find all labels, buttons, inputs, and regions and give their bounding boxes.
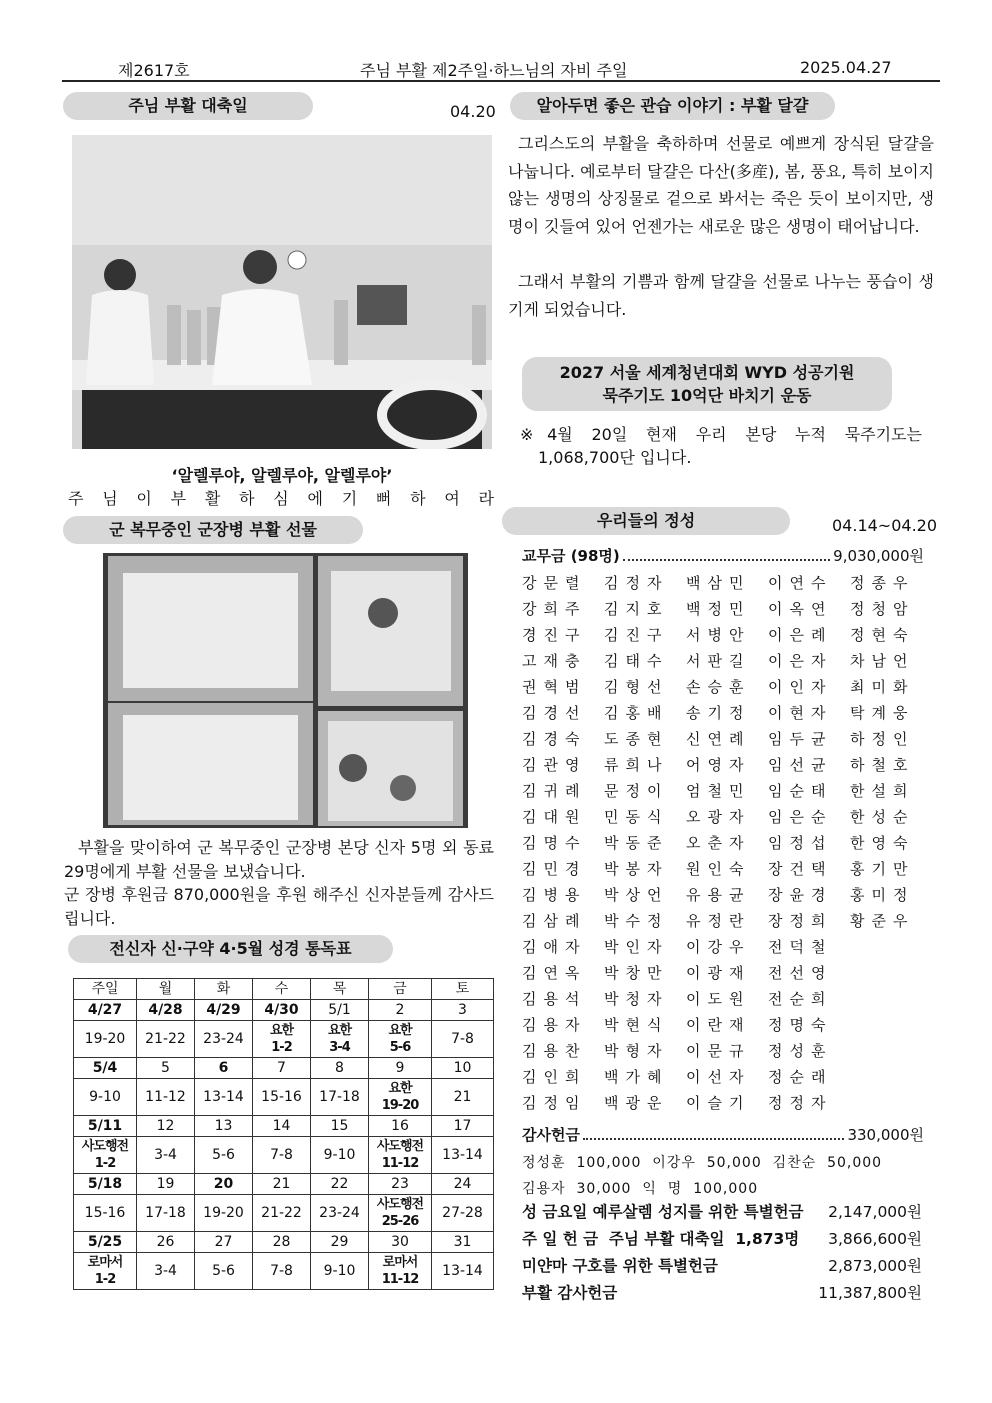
donor-name: 민동식 [604, 808, 669, 826]
donor-name: 권혁범 [522, 678, 587, 696]
custom-paragraph-2: 그래서 부활의 기쁨과 함께 달걀을 선물로 나누는 풍습이 생기게 되었습니다. [508, 272, 934, 319]
donor-name: 김정임 [522, 1094, 587, 1112]
donor-name: 유정란 [686, 912, 751, 930]
donor-name: 김삼례 [522, 912, 587, 930]
date-cell: 4/28 [137, 1000, 195, 1021]
reading-cell: 21-22 [253, 1195, 311, 1232]
donor-row [522, 1012, 932, 1038]
donor-name: 송기정 [686, 704, 751, 722]
donor-name: 박봉자 [604, 860, 669, 878]
date-cell: 19 [137, 1174, 195, 1195]
donor-name: 문정이 [604, 782, 669, 800]
reading-cell: 사도행전 11-12 [369, 1137, 432, 1174]
donor-name: 김인희 [522, 1068, 587, 1086]
reading-cell: 사도행전 1-2 [74, 1137, 137, 1174]
easter-caption-2: 주 님 이 부 활 하 심 에 기 뻐 하 여 라 [68, 489, 496, 508]
date-cell: 20 [195, 1174, 253, 1195]
gyomu-label: 교무금 (98명) [522, 547, 620, 565]
date-cell: 4/29 [195, 1000, 253, 1021]
reading-cell: 11-12 [137, 1079, 195, 1116]
donor-name: 오광자 [686, 808, 751, 826]
donor-name: 정성훈 [768, 1042, 833, 1060]
date-cell: 5/18 [74, 1174, 137, 1195]
date-cell: 13 [195, 1116, 253, 1137]
donor-name: 전순희 [768, 990, 833, 1008]
date-cell: 31 [432, 1232, 494, 1253]
date-cell: 5/25 [74, 1232, 137, 1253]
donor-name: 김대원 [522, 808, 587, 826]
donor-name: 김홍배 [604, 704, 669, 722]
total-label: 주 일 헌 금 주님 부활 대축일 1,873명 [522, 1230, 800, 1248]
donor-name: 고재충 [522, 652, 587, 670]
soldier-paragraph-2: 군 장병 후원금 870,000원을 후원 해주신 신자분들께 감사드립니다. [64, 885, 494, 928]
reading-cell: 21-22 [137, 1021, 195, 1058]
donor-name: 도종현 [604, 730, 669, 748]
donor-name: 정명숙 [768, 1016, 833, 1034]
donor-name: 김관영 [522, 756, 587, 774]
wyd-heading [522, 357, 892, 411]
donor-name: 이인자 [768, 678, 833, 696]
donor-name: 오춘자 [686, 834, 751, 852]
donor-row [522, 752, 932, 778]
date-cell: 27 [195, 1232, 253, 1253]
total-label: 성 금요일 예루살렘 성지를 위한 특별헌금 [522, 1203, 804, 1221]
donor-name: 하정인 [850, 730, 915, 748]
donor-name: 백삼민 [686, 574, 751, 592]
offering-total-row [522, 1226, 922, 1253]
donor-row [522, 570, 932, 596]
total-label: 부활 감사헌금 [522, 1284, 618, 1302]
donor-row [522, 804, 932, 830]
donor-name: 손승훈 [686, 678, 751, 696]
day-header: 목 [311, 979, 369, 1000]
donor-name: 유용균 [686, 886, 751, 904]
reading-cell: 17-18 [137, 1195, 195, 1232]
offering-total-row [522, 1199, 922, 1226]
donor-name: 장윤경 [768, 886, 833, 904]
donor-name: 홍기만 [850, 860, 915, 878]
donor-name: 이광재 [686, 964, 751, 982]
donor-name: 박청자 [604, 990, 669, 1008]
date-cell: 29 [311, 1232, 369, 1253]
soldier-paragraph-1: 부활을 맞이하여 군 복무중인 군장병 본당 신자 5명 외 동료 29명에게 부활 선물을 보냈습니다. [64, 838, 494, 881]
date-cell: 12 [137, 1116, 195, 1137]
thanks-amount: 330,000원 [847, 1126, 924, 1144]
easter-mass-photo [72, 135, 492, 449]
gyomu-line [522, 545, 924, 566]
date-cell: 4/27 [74, 1000, 137, 1021]
offering-totals [522, 1199, 922, 1307]
donor-name: 이연수 [768, 574, 833, 592]
reading-cell: 9-10 [74, 1079, 137, 1116]
donor-name: 한설희 [850, 782, 915, 800]
donor-row [522, 934, 932, 960]
reading-cell: 13-14 [195, 1079, 253, 1116]
donor-name: 홍미정 [850, 886, 915, 904]
bible-date-row [74, 1058, 494, 1079]
reading-cell: 3-4 [137, 1253, 195, 1290]
reading-cell: 7-8 [432, 1021, 494, 1058]
donor-name: 박창만 [604, 964, 669, 982]
donor-name: 서병안 [686, 626, 751, 644]
donor-name: 김병용 [522, 886, 587, 904]
bible-header-row [74, 979, 494, 1000]
reading-cell: 요한 5-6 [369, 1021, 432, 1058]
dot-leader [623, 559, 830, 561]
offering-heading: 우리들의 정성 [502, 507, 790, 535]
donor-name: 류희나 [604, 756, 669, 774]
reading-cell: 9-10 [311, 1137, 369, 1174]
donor-name: 김용찬 [522, 1042, 587, 1060]
donor-name: 이은례 [768, 626, 833, 644]
reading-cell: 로마서 1-2 [74, 1253, 137, 1290]
reading-cell: 23-24 [311, 1195, 369, 1232]
donor-row [522, 674, 932, 700]
easter-heading: 주님 부활 대축일 [63, 92, 313, 120]
offering-period: 04.14~04.20 [832, 516, 938, 535]
custom-paragraph-1: 그리스도의 부활을 축하하며 선물로 예쁘게 장식된 달걀을 나눕니다. 예로부터 달걀은 다산(多産), 봄, 풍요, 특히 보이지 않는 생명의 상징물로 겉으로 봐서는 죽은 듯이 보이지만, 생명이 깃들여 있어 언젠가는 새로운 많은 생명이 태어납니다. [508, 134, 934, 236]
donor-name-grid [522, 570, 932, 1116]
reading-cell: 사도행전 25-26 [369, 1195, 432, 1232]
donor-name: 김애자 [522, 938, 587, 956]
reading-cell: 9-10 [311, 1253, 369, 1290]
date-cell: 4/30 [253, 1000, 311, 1021]
date-cell: 10 [432, 1058, 494, 1079]
easter-date: 04.20 [450, 102, 496, 121]
reading-cell: 17-18 [311, 1079, 369, 1116]
total-label: 미얀마 구호를 위한 특별헌금 [522, 1257, 718, 1275]
date-cell: 5/11 [74, 1116, 137, 1137]
reading-cell: 요한 3-4 [311, 1021, 369, 1058]
reading-cell: 13-14 [432, 1253, 494, 1290]
reading-cell: 15-16 [74, 1195, 137, 1232]
bible-date-row [74, 1232, 494, 1253]
donor-row [522, 596, 932, 622]
donor-name: 차남언 [850, 652, 915, 670]
donor-name: 김지호 [604, 600, 669, 618]
date-cell: 24 [432, 1174, 494, 1195]
donor-name: 경진구 [522, 626, 587, 644]
day-header: 화 [195, 979, 253, 1000]
reading-cell: 13-14 [432, 1137, 494, 1174]
header-rule [62, 80, 940, 82]
donor-name: 이문규 [686, 1042, 751, 1060]
date-cell: 26 [137, 1232, 195, 1253]
donor-row [522, 700, 932, 726]
day-header: 수 [253, 979, 311, 1000]
donor-name: 최미화 [850, 678, 915, 696]
donor-name [850, 934, 932, 960]
date-cell: 5/4 [74, 1058, 137, 1079]
donor-name: 박상언 [604, 886, 669, 904]
donor-name: 임순태 [768, 782, 833, 800]
donor-name: 이옥연 [768, 600, 833, 618]
donor-name [850, 1038, 932, 1064]
thanks-donors-2: 김용자 30,000 익 명 100,000 [522, 1181, 759, 1197]
date-cell: 3 [432, 1000, 494, 1021]
donor-name: 강문렬 [522, 574, 587, 592]
donor-name: 임선균 [768, 756, 833, 774]
date-cell: 16 [369, 1116, 432, 1137]
date-cell: 2 [369, 1000, 432, 1021]
reading-cell: 3-4 [137, 1137, 195, 1174]
donor-name: 정현숙 [850, 626, 915, 644]
donor-name: 장건택 [768, 860, 833, 878]
date-cell: 7 [253, 1058, 311, 1079]
total-amount: 2,147,000원 [828, 1203, 922, 1221]
donor-row [522, 1064, 932, 1090]
date-cell: 28 [253, 1232, 311, 1253]
bible-date-row [74, 1000, 494, 1021]
donor-name: 이현자 [768, 704, 833, 722]
bible-heading: 전신자 신·구약 4·5월 성경 통독표 [68, 935, 393, 963]
donor-name: 김진구 [604, 626, 669, 644]
donor-name: 백정민 [686, 600, 751, 618]
reading-cell: 7-8 [253, 1253, 311, 1290]
donor-name: 김경선 [522, 704, 587, 722]
total-amount: 3,866,600원 [828, 1230, 922, 1248]
donor-name: 한성순 [850, 808, 915, 826]
donor-name [850, 1090, 932, 1116]
donor-name: 백가혜 [604, 1068, 669, 1086]
donor-name: 하철호 [850, 756, 915, 774]
reading-cell: 21 [432, 1079, 494, 1116]
custom-heading: 알아두면 좋은 관습 이야기 : 부활 달걀 [510, 92, 835, 120]
reading-cell: 로마서 11-12 [369, 1253, 432, 1290]
page-title: 주님 부활 제2주일·하느님의 자비 주일 [360, 61, 628, 80]
donor-name: 이강우 [686, 938, 751, 956]
donor-name: 황준우 [850, 912, 915, 930]
donor-name: 서판길 [686, 652, 751, 670]
donor-name: 이슬기 [686, 1094, 751, 1112]
donor-name: 김용자 [522, 1016, 587, 1034]
day-header: 주일 [74, 979, 137, 1000]
day-header: 월 [137, 979, 195, 1000]
donor-row [522, 648, 932, 674]
reading-cell: 5-6 [195, 1253, 253, 1290]
offering-total-row [522, 1253, 922, 1280]
reading-cell: 27-28 [432, 1195, 494, 1232]
donor-row [522, 1090, 932, 1116]
donor-name [850, 986, 932, 1012]
donor-name: 임정섭 [768, 834, 833, 852]
donor-name: 정순래 [768, 1068, 833, 1086]
bible-reading-row [74, 1195, 494, 1232]
donor-name [850, 960, 932, 986]
donor-row [522, 726, 932, 752]
soldier-heading: 군 복무중인 군장병 부활 선물 [63, 516, 363, 544]
dot-leader [583, 1138, 845, 1140]
thanks-donors-1: 정성훈 100,000 이강우 50,000 김찬순 50,000 [522, 1155, 883, 1171]
date-cell: 21 [253, 1174, 311, 1195]
date-cell: 6 [195, 1058, 253, 1079]
date-cell: 5 [137, 1058, 195, 1079]
donor-name: 백광운 [604, 1094, 669, 1112]
donor-name: 박인자 [604, 938, 669, 956]
total-amount: 11,387,800원 [818, 1284, 922, 1302]
wyd-heading-line-2: 묵주기도 10억단 바치기 운동 [602, 386, 812, 405]
donor-row [522, 960, 932, 986]
donor-row [522, 856, 932, 882]
donor-row [522, 882, 932, 908]
issue-number: 제2617호 [118, 61, 190, 80]
date-cell: 15 [311, 1116, 369, 1137]
donor-name: 김귀례 [522, 782, 587, 800]
donor-name: 전선영 [768, 964, 833, 982]
donor-name [850, 1012, 932, 1038]
thanks-label: 감사헌금 [522, 1126, 580, 1144]
date-cell: 22 [311, 1174, 369, 1195]
donor-name: 이도원 [686, 990, 751, 1008]
bible-reading-table [73, 978, 494, 1290]
reading-cell: 요한 19-20 [369, 1079, 432, 1116]
donor-name: 장정희 [768, 912, 833, 930]
bible-date-row [74, 1116, 494, 1137]
donor-name: 엄철민 [686, 782, 751, 800]
donor-name: 박수정 [604, 912, 669, 930]
bible-reading-row [74, 1137, 494, 1174]
donor-name: 김연옥 [522, 964, 587, 982]
donor-row [522, 986, 932, 1012]
donor-name: 김민경 [522, 860, 587, 878]
donor-row [522, 1038, 932, 1064]
donor-name: 이선자 [686, 1068, 751, 1086]
thanks-line [522, 1124, 924, 1145]
gift-boxes-photo [103, 553, 468, 828]
offering-total-row [522, 1280, 922, 1307]
total-amount: 2,873,000원 [828, 1257, 922, 1275]
donor-name: 이란재 [686, 1016, 751, 1034]
wyd-line-1: ※4월 20일 현재 우리 본당 누적 묵주기도는 [520, 425, 922, 444]
issue-date: 2025.04.27 [800, 58, 892, 77]
donor-row [522, 908, 932, 934]
donor-name: 김용석 [522, 990, 587, 1008]
reading-cell: 15-16 [253, 1079, 311, 1116]
date-cell: 8 [311, 1058, 369, 1079]
donor-name: 김명수 [522, 834, 587, 852]
donor-name: 김형선 [604, 678, 669, 696]
donor-name: 박현식 [604, 1016, 669, 1034]
donor-row [522, 830, 932, 856]
reading-cell: 요한 1-2 [253, 1021, 311, 1058]
donor-name: 박동준 [604, 834, 669, 852]
donor-row [522, 622, 932, 648]
reading-cell: 19-20 [195, 1195, 253, 1232]
bible-reading-row [74, 1079, 494, 1116]
day-header: 금 [369, 979, 432, 1000]
donor-name: 어영자 [686, 756, 751, 774]
reading-cell: 5-6 [195, 1137, 253, 1174]
donor-name: 김정자 [604, 574, 669, 592]
reading-cell: 7-8 [253, 1137, 311, 1174]
donor-name: 탁계웅 [850, 704, 915, 722]
donor-name: 이은자 [768, 652, 833, 670]
easter-caption-1: ‘알렐루야, 알렐루야, 알렐루야’ [171, 466, 393, 485]
donor-row [522, 778, 932, 804]
bible-reading-row [74, 1021, 494, 1058]
date-cell: 14 [253, 1116, 311, 1137]
donor-name: 원인숙 [686, 860, 751, 878]
donor-name [850, 1064, 932, 1090]
donor-name: 전덕철 [768, 938, 833, 956]
donor-name: 박형자 [604, 1042, 669, 1060]
donor-name: 임은순 [768, 808, 833, 826]
reading-cell: 23-24 [195, 1021, 253, 1058]
donor-name: 신연례 [686, 730, 751, 748]
day-header: 토 [432, 979, 494, 1000]
wyd-line-2: 1,068,700단 입니다. [538, 448, 692, 467]
donor-name: 한영숙 [850, 834, 915, 852]
donor-name: 임두균 [768, 730, 833, 748]
bible-date-row [74, 1174, 494, 1195]
donor-name: 강희주 [522, 600, 587, 618]
donor-name: 정정자 [768, 1094, 833, 1112]
bible-reading-row [74, 1253, 494, 1290]
reading-cell: 19-20 [74, 1021, 137, 1058]
date-cell: 30 [369, 1232, 432, 1253]
date-cell: 5/1 [311, 1000, 369, 1021]
donor-name: 김태수 [604, 652, 669, 670]
date-cell: 17 [432, 1116, 494, 1137]
date-cell: 9 [369, 1058, 432, 1079]
wyd-heading-line-1: 2027 서울 세계청년대회 WYD 성공기원 [559, 363, 855, 382]
date-cell: 23 [369, 1174, 432, 1195]
donor-name: 김경숙 [522, 730, 587, 748]
donor-name: 정청암 [850, 600, 915, 618]
gyomu-amount: 9,030,000원 [833, 547, 924, 565]
donor-name: 정종우 [850, 574, 915, 592]
